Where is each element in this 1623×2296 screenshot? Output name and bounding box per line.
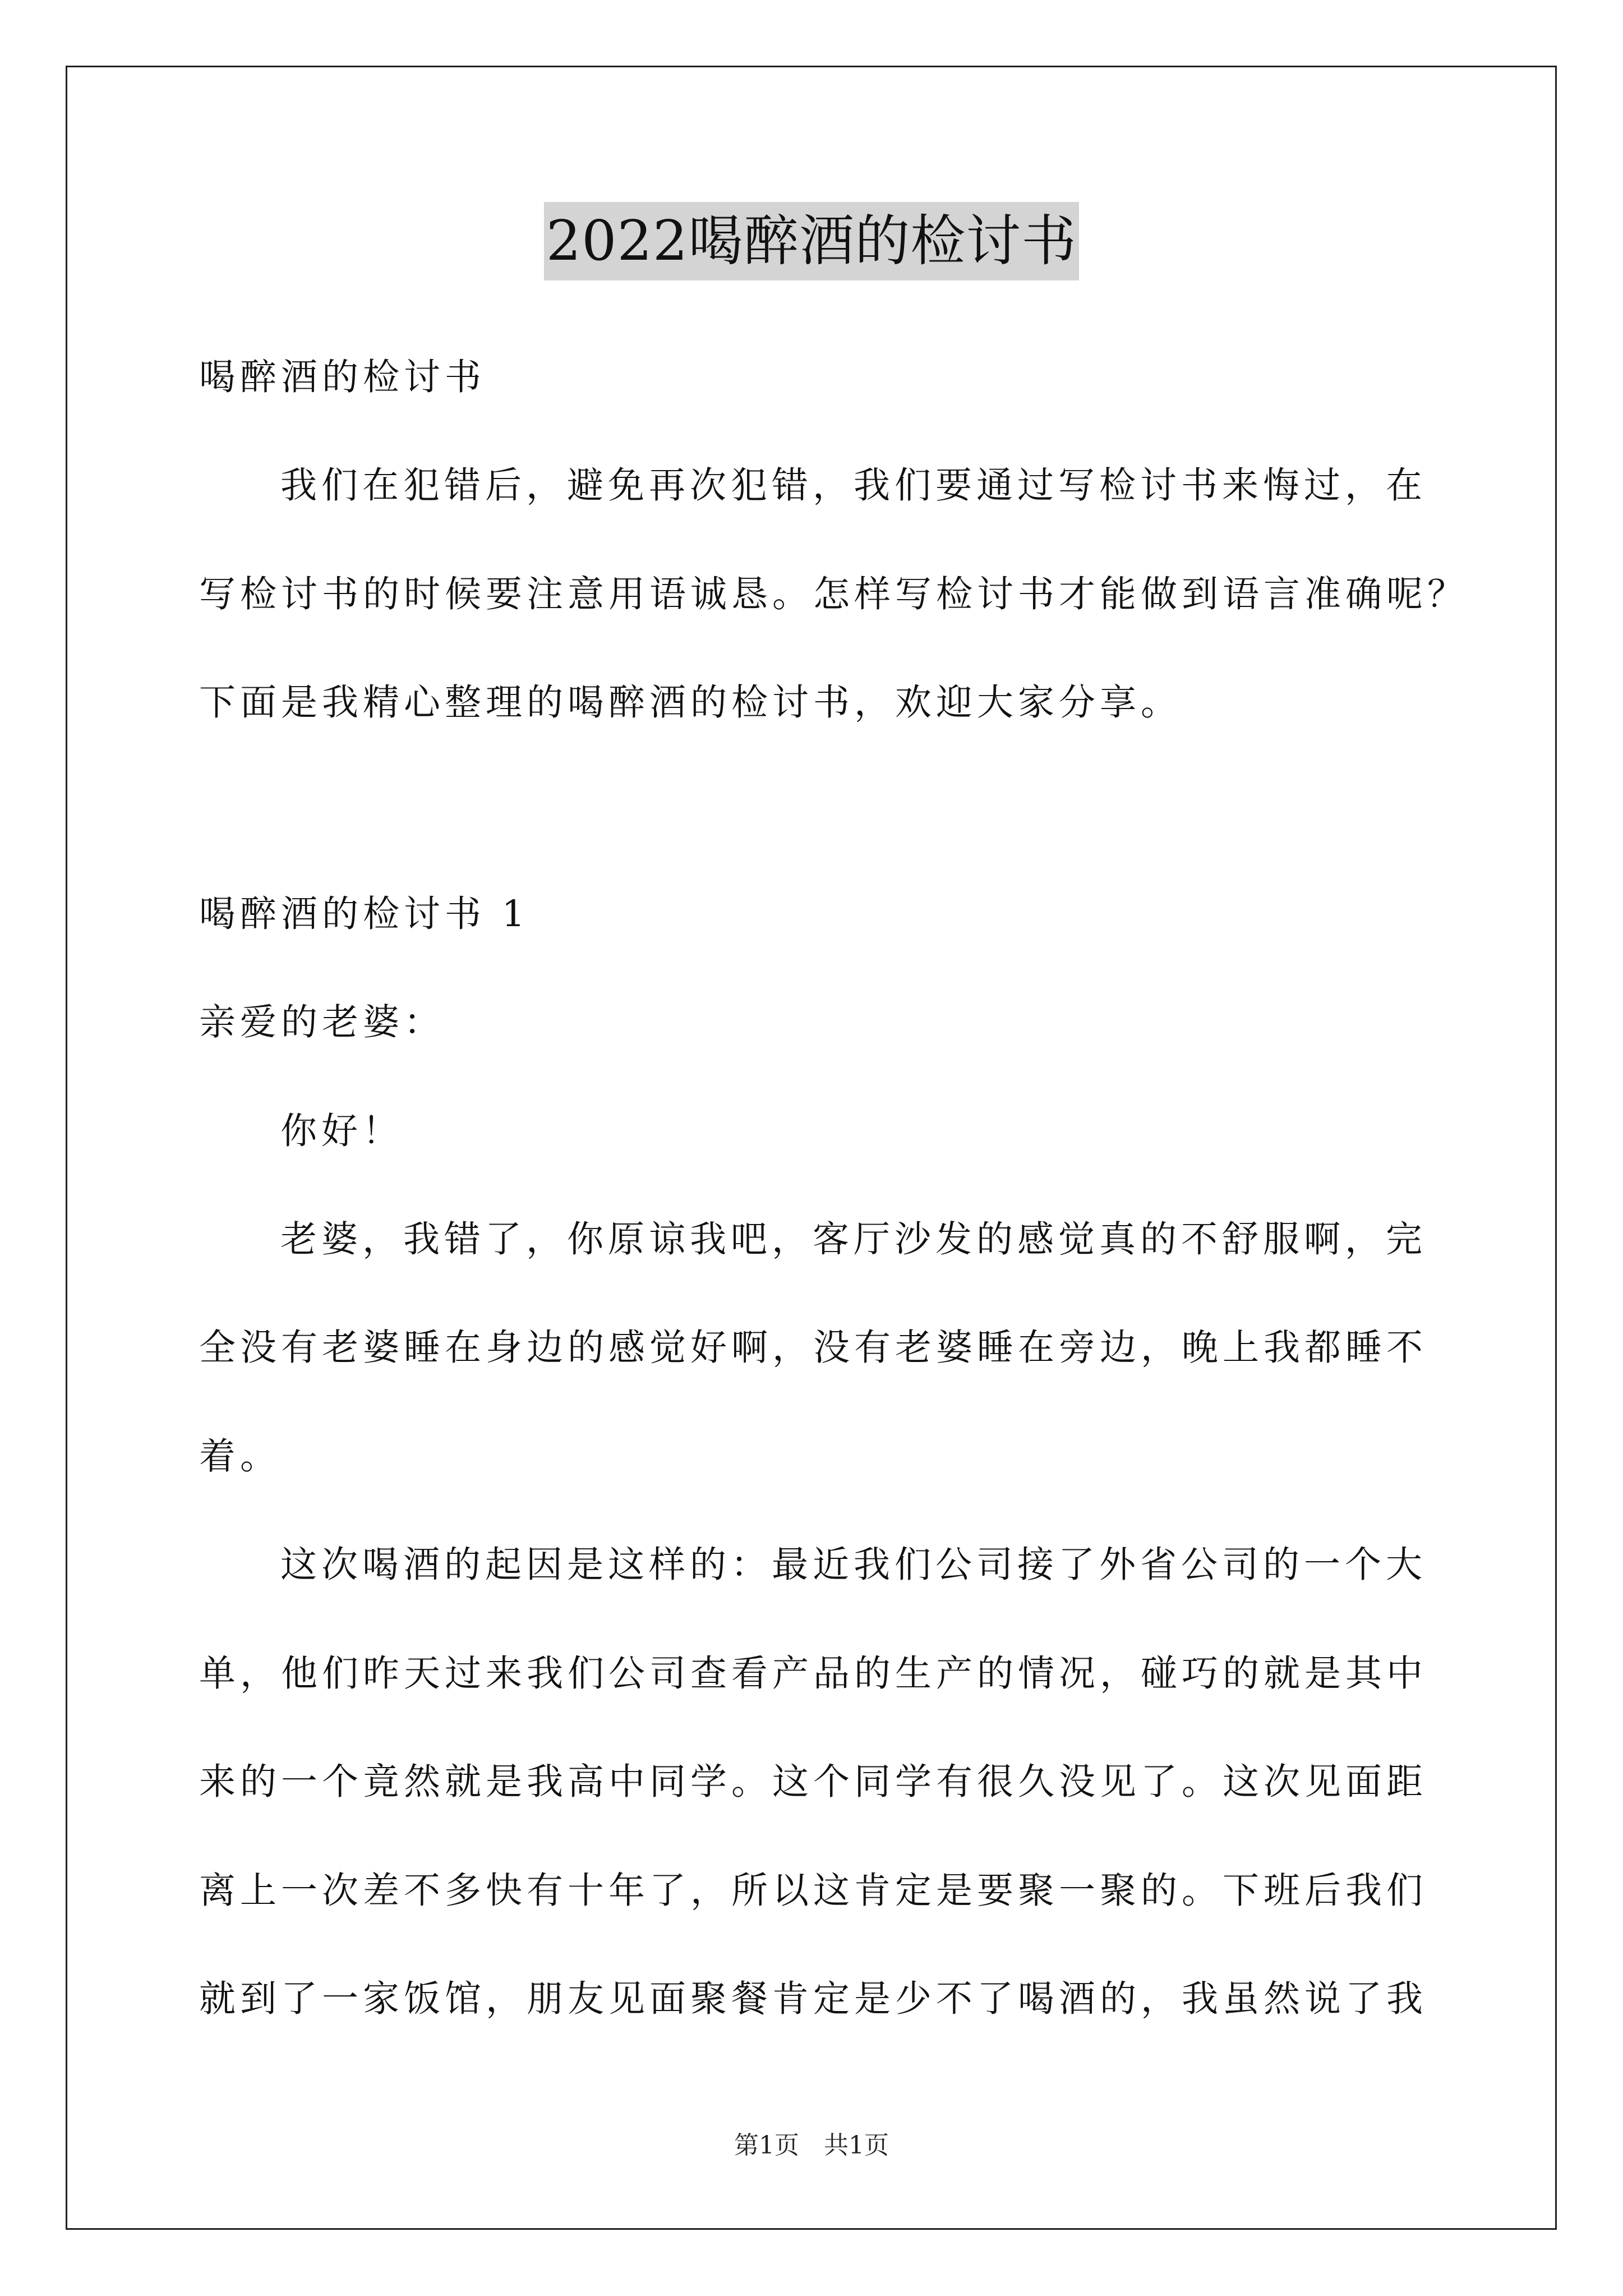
paragraph1-line-3: 着。 (199, 1435, 282, 1478)
paragraph2-line-2: 单，他们昨天过来我们公司查看产品的生产的情况，碰巧的就是其中 (199, 1653, 1428, 1695)
intro-line-1: 我们在犯错后，避免再次犯错，我们要通过写检讨书来悔过，在 (280, 464, 1427, 507)
intro-line-3: 下面是我精心整理的喝醉酒的检讨书，欢迎大家分享。 (199, 682, 1182, 724)
page-footer: 第1页 共1页 (734, 2131, 889, 2160)
title-container (0, 202, 1623, 280)
subtitle: 喝醉酒的检讨书 (199, 356, 486, 398)
greeting: 你好！ (280, 1110, 404, 1152)
paragraph2-line-1: 这次喝酒的起因是这样的：最近我们公司接了外省公司的一个大 (280, 1544, 1427, 1586)
paragraph2-line-3: 来的一个竟然就是我高中同学。这个同学有很久没见了。这次见面距 (199, 1761, 1428, 1803)
intro-line-2: 写检讨书的时候要注意用语诚恳。怎样写检讨书才能做到语言准确呢？ (199, 573, 1469, 615)
paragraph1-line-1: 老婆，我错了，你原谅我吧，客厅沙发的感觉真的不舒服啊，完 (280, 1218, 1427, 1260)
paragraph2-line-4: 离上一次差不多快有十年了，所以这肯定是要聚一聚的。下班后我们 (199, 1870, 1428, 1912)
section-heading: 喝醉酒的检讨书 1 (199, 893, 530, 935)
paragraph1-line-2: 全没有老婆睡在身边的感觉好啊，没有老婆睡在旁边，晚上我都睡不 (199, 1327, 1428, 1369)
document-title: 2022喝醉酒的检讨书 (544, 202, 1079, 280)
paragraph2-line-5: 就到了一家饭馆，朋友见面聚餐肯定是少不了喝酒的，我虽然说了我 (199, 1978, 1428, 2020)
salutation: 亲爱的老婆： (199, 1001, 445, 1043)
